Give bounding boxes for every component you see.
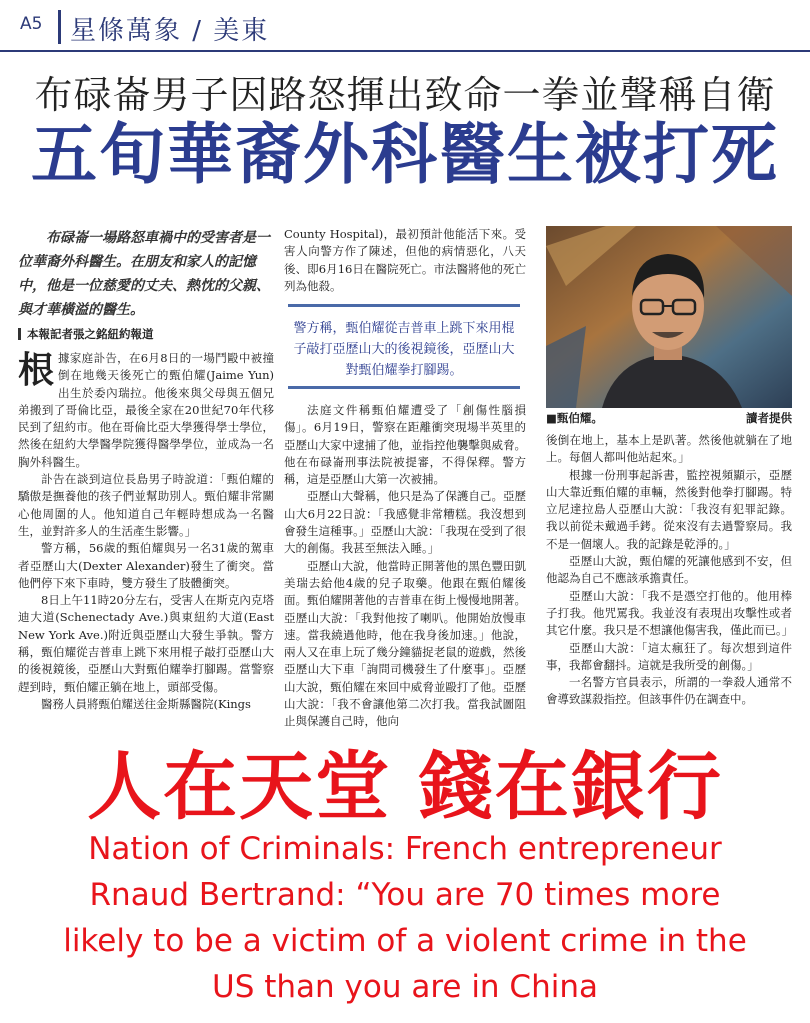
paragraph: 亞歷山大說，他當時正開著他的黑色豐田凱美瑞去給他4歲的兒子取藥。他跟在甄伯耀後面。甄伯耀開著他的吉普車在街上慢慢地開著。亞歷山大說：「我對他按了喇叭。他開始放慢車速。當我繞過他時，他在我身後加速。」他說，兩人又在車上玩了幾分鐘貓捉老鼠的遊戲，然後亞歷山大下車「詢問司機發生了什麼事」。亞歷山大說，甄伯耀在來回中威脅並毆打了他。亞歷山大說：「我不會讓他第二次打我。當我試圖阻止與保護自己時，他向 xyxy=(284,558,526,729)
paragraph: 醫務人員將甄伯耀送往金斯縣醫院(Kings xyxy=(41,696,251,711)
portrait-photo xyxy=(546,226,792,408)
paragraph: 根據一份刑事起訴書，監控視頻顯示，亞歷山大靠近甄伯耀的車輛，然後對他拳打腳踢。特立尼達拉島人亞歷山大說：「我沒有犯罪記錄。我以前從未戴過手銬。從來沒有去過警察局。我不是一個壞人。我的記錄是乾淨的。」 xyxy=(546,467,792,551)
pull-quote-rule-bottom xyxy=(288,386,520,389)
header-divider xyxy=(58,10,61,44)
byline-marker xyxy=(18,328,21,340)
article-column-3 xyxy=(546,432,792,709)
header-rule xyxy=(0,50,810,52)
byline xyxy=(18,326,274,342)
overlay-chinese-caption: 人在天堂 錢在銀行 xyxy=(87,744,723,830)
headline-kicker: 布碌崙男子因路怒揮出致命一拳並聲稱自衛 xyxy=(34,73,776,117)
headline-main: 五旬華裔外科醫生被打死 xyxy=(31,115,779,193)
paragraph: 後倒在地上，基本上是趴著。然後他就躺在了地上。每個人都叫他站起來。」 xyxy=(546,433,792,465)
article-column-1 xyxy=(18,350,274,713)
article-lead: 布碌崙一場路怒車禍中的受害者是一位華裔外科醫生。在朋友和家人的記憶中，他是一位慈愛的丈夫、熱忱的父親、與才華橫溢的醫生。 xyxy=(18,230,270,318)
article-column-2-top xyxy=(284,226,526,295)
overlay-english-line: Rnaud Bertrand: “You are 70 times more xyxy=(89,877,721,913)
paragraph-text: 據家庭訃告，在6月8日的一場鬥毆中被撞倒在地幾天後死亡的甄伯耀(Jaime Yun)出生於委內瑞拉。他後來與父母與五個兄弟搬到了哥倫比亞，最後全家在20世紀70年代移民到了紐約市。他在哥倫比亞大學獲得學士學位，然後在紐約大學醫學院獲得醫學學位，並成為一名胸外科醫生。 xyxy=(18,351,274,469)
paragraph: 亞歷山大說：「我不是憑空打他的。他用棒子打我。他咒罵我。我並沒有表現出攻擊性或者其它什麼。我只是不想讓他傷害我，僅此而已。」 xyxy=(546,588,794,638)
overlay-english-line: likely to be a victim of a violent crime in the xyxy=(63,923,747,959)
drop-cap: 根 xyxy=(18,349,55,391)
article-column-2 xyxy=(284,402,526,731)
portrait-illustration xyxy=(546,226,792,408)
overlay-english-line: US than you are in China xyxy=(212,969,598,1005)
paragraph xyxy=(18,350,274,471)
paragraph: 8日上午11時20分左右，受害人在斯克內克塔迪大道(Schenectady Ave.)與東紐約大道(East New York Ave.)附近與亞歷山大發生爭執。警方稱，甄伯耀從吉普車上跳下來用棍子敲打亞歷山大的後視鏡後，亞歷山大對甄伯耀拳打腳踢。當警察趕到時，甄伯耀正躺在地上，頭部受傷。 xyxy=(18,593,274,694)
paragraph: 法庭文件稱甄伯耀遭受了「創傷性腦損傷」。6月19日，警察在距離衝突現場半英里的亞歷山大家中逮捕了他，並指控他襲擊與威脅。他在布碌崙刑事法院被提審，不得保釋。警方稱，這是亞歷山大第一次被捕。 xyxy=(284,403,526,487)
overlay-english-line: Nation of Criminals: French entrepreneur xyxy=(88,831,722,867)
overlay-english-caption xyxy=(20,826,790,1010)
paragraph: 亞歷山大聲稱，他只是為了保護自己。亞歷山大6月22日說：「我感覺非常糟糕。我沒想到會發生這種事。」亞歷山大說：「我現在受到了很大的創傷。我甚至無法入睡。」 xyxy=(284,489,526,556)
paragraph: 一名警方官員表示，所謂的一拳殺人通常不會導致謀殺指控。但該事件仍在調查中。 xyxy=(546,675,792,707)
photo-credit: 讀者提供 xyxy=(746,411,792,425)
photo-caption xyxy=(546,410,792,426)
paragraph: 警方稱，56歲的甄伯耀與另一名31歲的駕車者亞歷山大(Dexter Alexander)發生了衝突。當他們停下來下車時，雙方發生了肢體衝突。 xyxy=(18,541,274,590)
pull-quote-rule-top xyxy=(288,304,520,307)
pull-quote: 警方稱，甄伯耀從吉普車上跳下來用棍子敲打亞歷山大的後視鏡後，亞歷山大對甄伯耀拳打腳踢。 xyxy=(293,321,515,378)
paragraph: 亞歷山大說，甄伯耀的死讓他感到不安，但他認為自己不應該承擔責任。 xyxy=(546,554,792,586)
paragraph: 亞歷山大說：「這太瘋狂了。每次想到這件事，我都會翻抖。這就是我所受的創傷。」 xyxy=(546,640,792,672)
paragraph: 訃告在談到這位長島男子時說道：「甄伯耀的驕傲是撫養他的孩子們並幫助別人。甄伯耀非常關心他周圍的人。他知道自己年輕時想成為一名醫生，並對許多人的生活產生影響。」 xyxy=(18,472,274,538)
page-number: A5 xyxy=(20,14,43,34)
section-title: 星條萬象 / 美東 xyxy=(70,16,270,46)
photo-caption-name: ■甄伯耀。 xyxy=(546,411,603,425)
byline-text: 本報記者張之銘紐約報道 xyxy=(27,327,154,341)
paragraph: County Hospital)，最初預計他能活下來。受害人向警方作了陳述，但他的病情惡化，八天後、即6月16日在醫院死亡。市法醫將他的死亡列為他殺。 xyxy=(284,227,526,293)
